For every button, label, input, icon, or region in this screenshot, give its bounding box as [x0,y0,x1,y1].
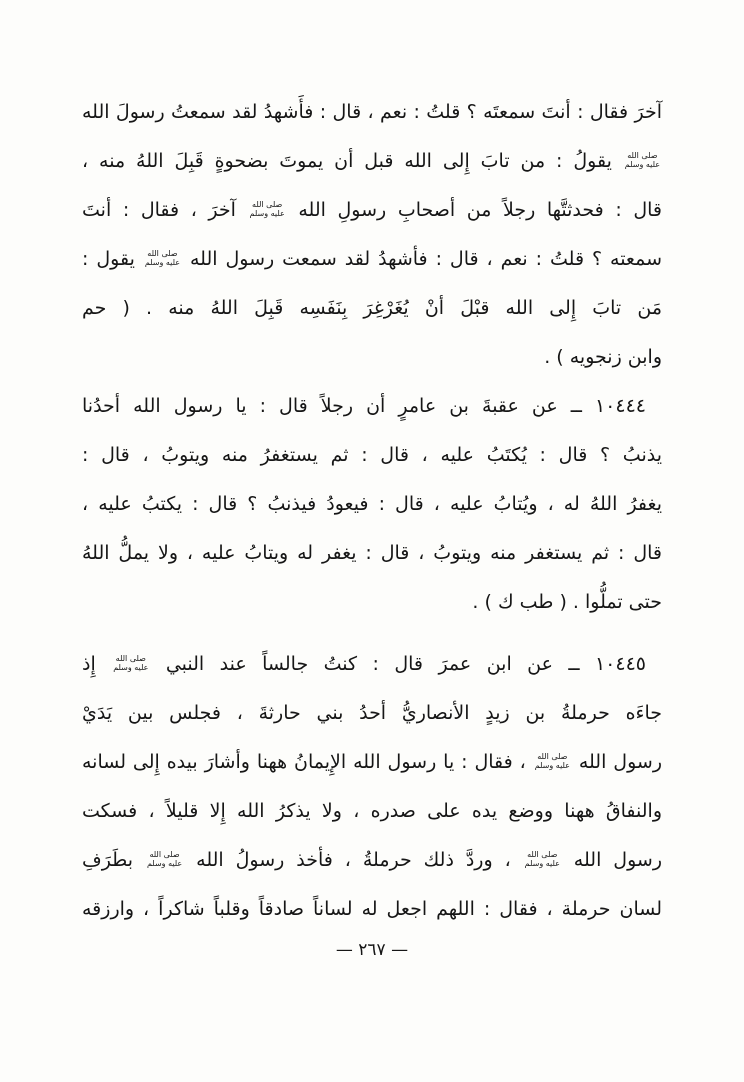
text-line [82,333,662,382]
text-line [82,885,662,934]
text-segment: ١٠٤٤٤ ــ عن عقبةَ بن عامرٍ أن رجلاً قال : يا رسول الله أحدُنا [82,395,646,417]
sallallahu-alayhi-wasallam-icon: صلى الله عليه وسلم [624,150,660,169]
text-segment: قال : ثم يستغفر منه ويتوبُ ، قال : يغفر له ويتابُ عليه ، ولا يملُّ اللهُ [82,542,662,564]
text-line [82,382,662,431]
text-line [82,689,662,738]
text-line [82,529,662,578]
text-segment: سمعته ؟ قلتُ : نعم ، قال : فأشهدُ لقد سمعت رسول الله [182,248,662,270]
page-number: — ٢٦٧ — [335,940,409,960]
page-text [82,88,662,934]
text-segment: رسول الله [571,751,662,773]
text-segment: يقولُ : من تابَ إِلى الله قبل أن يموتَ بضحوةٍ قَبِلَ اللهُ منه ، [82,150,623,172]
text-segment: ، وردَّ ذلك حرملةُ ، فأخذ رسولُ الله [184,849,523,871]
text-segment: يقول : [82,248,143,270]
paragraph-hadith-10445 [82,640,662,934]
text-segment: جاءَه حرملةُ بن زيدٍ الأنصاريُّ أحدُ بني حارثةَ ، فجلس بين يَدَيْ [82,702,662,724]
paragraph-continuation [82,88,662,382]
text-line [82,431,662,480]
sallallahu-alayhi-wasallam-icon: صلى الله عليه وسلم [144,248,181,267]
text-segment: يذنبُ ؟ قال : يُكتَبُ عليه ، قال : ثم يستغفرُ منه ويتوبُ ، قال : [82,444,662,466]
text-line [82,738,662,787]
text-line [82,578,662,627]
text-segment: آخرَ فقال : أنتَ سمعتَه ؟ قلتُ : نعم ، قال : فأَشهدُ لقد سمعتُ رسولَ الله [82,101,662,123]
text-segment: رسول الله [561,849,662,871]
text-line [82,836,662,885]
text-line [82,235,662,284]
text-line [82,186,662,235]
text-segment: بطَرَفِ [82,849,145,871]
sallallahu-alayhi-wasallam-icon: صلى الله عليه وسلم [534,751,570,770]
text-segment: مَن تابَ إِلى الله قبْلَ أنْ يُغَرْغِرَ بِنَفَسِه قَبِلَ اللهُ منه . ( حم [82,297,662,319]
text-line [82,787,662,836]
text-segment: قال : فحدثتَّها رجلاً من أصحابِ رسولِ الله [286,199,663,221]
paragraph-hadith-10444 [82,382,662,627]
text-line [82,88,662,137]
text-segment: ، فقال : يا رسول الله الإِيمانُ ههنا وأشارَ بيده إِلى لسانه [82,751,533,773]
text-line [82,640,662,689]
text-segment: حتى تملُّوا . ( طب ك ) . [472,591,662,613]
text-line [82,284,662,333]
text-segment: لسان حرملة ، فقال : اللهم اجعل له لساناً صادقاً وقلباً شاكراً ، وارزقه [82,898,662,920]
text-segment: إِذ [82,653,112,675]
sallallahu-alayhi-wasallam-icon: صلى الله عليه وسلم [524,849,560,868]
text-segment: آخرَ ، فقال : أنتَ [82,199,248,221]
sallallahu-alayhi-wasallam-icon: صلى الله عليه وسلم [249,199,285,218]
text-line [82,137,662,186]
sallallahu-alayhi-wasallam-icon: صلى الله عليه وسلم [146,849,183,868]
text-segment: يغفرُ اللهُ له ، ويُتابُ عليه ، قال : فيعودُ فيذنبُ ؟ قال : يكتبُ عليه ، [82,493,662,515]
sallallahu-alayhi-wasallam-icon: صلى الله عليه وسلم [113,653,149,672]
text-segment: والنفاقُ ههنا ووضع يده على صدره ، ولا يذكرُ الله إِلا قليلاً ، فسكت [82,800,662,822]
text-segment: وابن زنجويه ) . [544,346,662,368]
page-footer [0,940,744,960]
text-segment: ١٠٤٤٥ ــ عن ابن عمرَ قال : كنتُ جالساً عند النبي [150,653,646,675]
text-line [82,480,662,529]
